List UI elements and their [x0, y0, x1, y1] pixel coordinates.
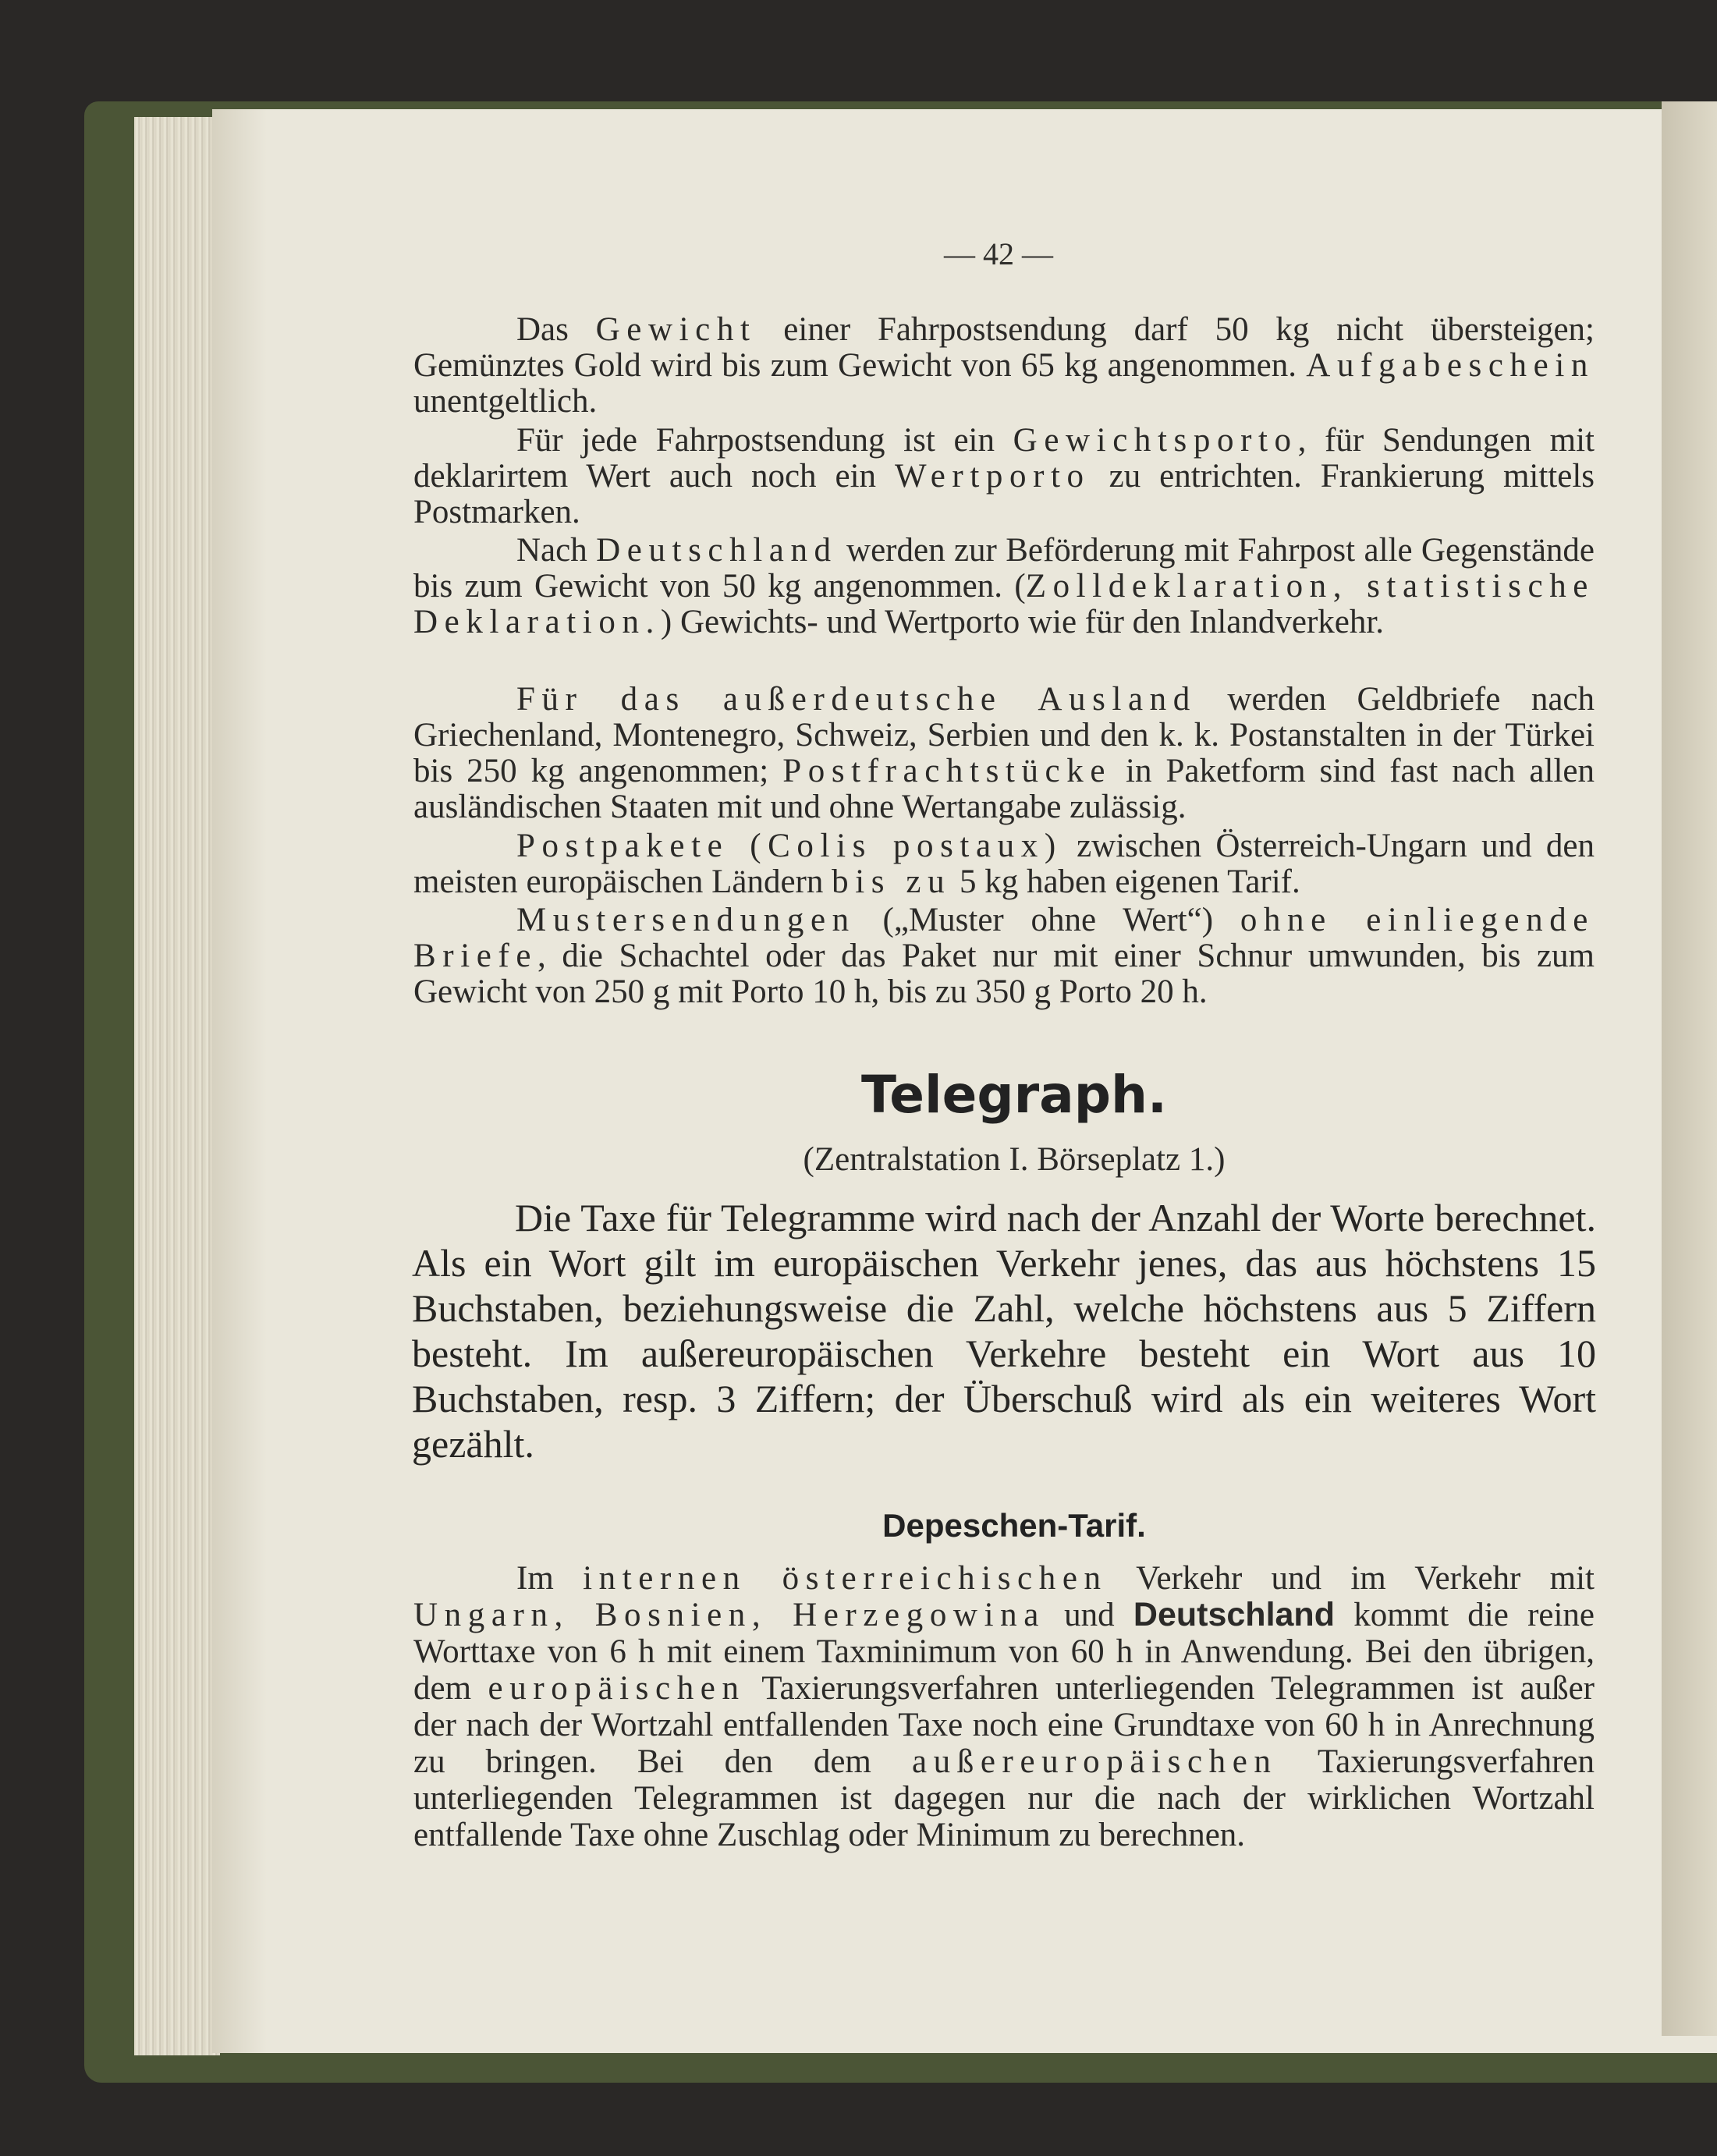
paragraph-germany: Nach Deutschland werden zur Beförderung mit Fahrpost alle Gegenstände bis zum Gewicht von 50 kg angenommen. (Zolldeklaration, statistische Deklaration.) Gewichts- und Wertporto wie für den Inlandverkehr.: [413, 532, 1595, 640]
page-edges: [134, 117, 220, 2055]
paragraph-postpakete: Postpakete (Colis postaux) zwischen Österreich-Ungarn und den meisten europäischen Ländern bis zu 5 kg haben eigenen Tarif.: [413, 828, 1595, 900]
section-subtitle: (Zentralstation I. Börseplatz 1.): [803, 1141, 1226, 1178]
paragraph-telegram-tax: Die Taxe für Telegramme wird nach der Anzahl der Worte berechnet. Als ein Wort gilt im europäischen Verkehr jenes, das aus höchstens 15 Buchstaben, beziehungsweise die Zahl, welche höchstens aus 5 Ziffern besteht. Im außereuropäischen Verkehre besteht ein Wort aus 10 Buchstaben, resp. 3 Ziffern; der Überschuß wird als ein weiteres Wort gezählt.: [412, 1196, 1596, 1466]
section-title-depeschen-tarif: Depeschen-Tarif.: [882, 1507, 1146, 1544]
next-page-edge: [1662, 101, 1717, 2036]
page-number: — 42 —: [944, 236, 1053, 271]
paragraph-tarif: Im internen österreichischen Verkehr und im Verkehr mit Ungarn, Bosnien, Herzegowina und Deutschland kommt die reine Worttaxe von 6 h mit einem Taxminimum von 60 h in Anwendung. Bei den übrigen, dem europäischen Taxierungsverfahren unterliegenden Telegrammen ist außer der nach der Wortzahl entfallenden Taxe noch eine Grundtaxe von 60 h in Anrechnung zu bringen. Bei den dem außereuropäischen Taxierungsverfahren unterliegenden Telegrammen ist dagegen nur die nach der wirklichen Wortzahl entfallende Taxe ohne Zuschlag oder Minimum zu berechnen.: [413, 1560, 1595, 1853]
paragraph-foreign: Für das außerdeutsche Ausland werden Geldbriefe nach Griechenland, Montenegro, Schweiz, Serbien und den k. k. Postanstalten in der Türkei bis 250 kg angenommen; Postfrachtstücke in Paketform sind fast nach allen ausländischen Staaten mit und ohne Wertangabe zulässig.: [413, 681, 1595, 825]
section-title-telegraph: Telegraph.: [860, 1065, 1168, 1125]
paragraph-weight-limit: Das Gewicht einer Fahrpostsendung darf 50 kg nicht übersteigen; Gemünztes Gold wird bis zum Gewicht von 65 kg angenommen. Aufgabeschein unentgeltlich.: [413, 311, 1595, 420]
paragraph-porto: Für jede Fahrpostsendung ist ein Gewichtsporto, für Sendungen mit deklarirtem Wert auch noch ein Wertporto zu entrichten. Frankierung mittels Postmarken.: [413, 422, 1595, 530]
paragraph-mustersendungen: Mustersendungen („Muster ohne Wert“) ohne einliegende Briefe, die Schachtel oder das Paket nur mit einer Schnur umwunden, bis zum Gewicht von 250 g mit Porto 10 h, bis zu 350 g Porto 20 h.: [413, 902, 1595, 1010]
